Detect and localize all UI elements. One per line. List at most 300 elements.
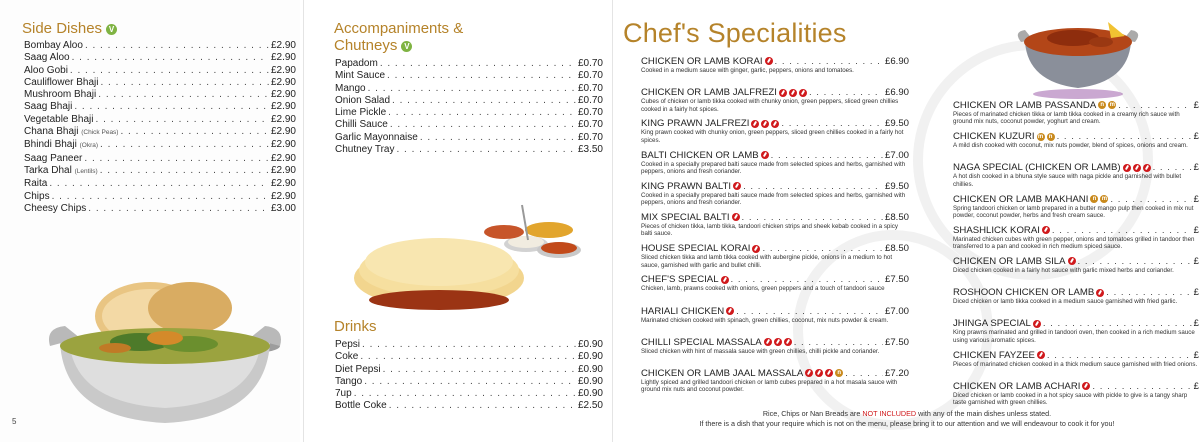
speciality-price: £8.50: [884, 212, 909, 223]
speciality-header: [641, 212, 909, 223]
item-price: £2.90: [270, 178, 296, 190]
vegetarian-icon: V: [401, 41, 412, 52]
chili-icon: [1143, 164, 1151, 172]
speciality-price: £: [1193, 162, 1199, 174]
speciality-description: Marinated chicken cooked with spinach, green chillies, coconut, mix nuts powder & cream.: [641, 316, 889, 324]
menu-item: [335, 132, 603, 144]
item-name: [335, 339, 360, 351]
speciality-price: £: [1193, 193, 1199, 205]
item-name: [24, 178, 47, 190]
item-name-text: Saag Bhaji: [24, 101, 73, 113]
menu-item: [24, 89, 296, 101]
speciality-name: [953, 225, 1050, 236]
item-name: [335, 58, 378, 70]
speciality-description: Sliced chicken with hint of massala sauce with green chillies, chilli pickle and coriander.: [641, 347, 880, 355]
menu-item: [335, 351, 603, 363]
item-name: [335, 144, 394, 156]
leader-dots: [1078, 256, 1192, 267]
speciality-price: £7.00: [884, 305, 909, 317]
item-price: £2.90: [270, 64, 296, 76]
speciality-name: [641, 212, 740, 223]
speciality-item: [641, 306, 909, 324]
item-price: £2.90: [270, 76, 296, 88]
leader-dots: [389, 400, 576, 412]
leader-dots: [420, 132, 576, 144]
menu-footer-request: If there is a dish that your require which is not on the menu, please bring it to our attention and we will endeavour to cook it for you!: [699, 419, 1115, 428]
leader-dots: [387, 70, 576, 82]
speciality-header: [953, 318, 1199, 329]
menu-item: [24, 126, 296, 139]
speciality-item: [953, 287, 1199, 305]
item-name-text: Mushroom Bhaji: [24, 89, 97, 101]
item-name: [24, 77, 98, 89]
speciality-price: £7.20: [884, 368, 909, 379]
leader-dots: [388, 107, 576, 119]
speciality-name: [641, 337, 792, 348]
item-price: £2.90: [270, 89, 296, 101]
speciality-price: £9.50: [884, 118, 909, 130]
leader-dots: [731, 274, 883, 285]
speciality-price: £7.50: [884, 336, 909, 348]
speciality-item: [953, 225, 1199, 251]
chili-icon: [825, 369, 833, 377]
chili-icon: [1096, 289, 1104, 297]
menu-item: [24, 101, 296, 113]
leader-dots: [1043, 318, 1192, 329]
speciality-item: [953, 100, 1199, 126]
leader-dots: [354, 388, 576, 400]
item-name-text: Saag Paneer: [24, 152, 83, 164]
leader-dots: [1106, 287, 1191, 298]
speciality-name-text: CHILLI SPECIAL MASSALA: [641, 336, 762, 348]
speciality-name: [953, 318, 1041, 329]
speciality-name-text: HARIALI CHICKEN: [641, 305, 725, 317]
speciality-price: £8.50: [884, 243, 909, 255]
item-price: £3.50: [577, 144, 603, 156]
speciality-header: [641, 368, 909, 379]
chili-icon: [761, 120, 769, 128]
chili-icon: [732, 213, 740, 221]
speciality-price: £: [1193, 318, 1199, 330]
speciality-header: [953, 225, 1199, 236]
speciality-name: [641, 243, 760, 254]
speciality-description: King prawn cooked with chunky onion, green peppers, sliced green chillies cooked in a fairly hot spices.: [641, 129, 904, 144]
speciality-header: [953, 287, 1199, 298]
speciality-item: [641, 337, 909, 355]
leader-dots: [1052, 225, 1192, 236]
chili-icon: [805, 369, 813, 377]
speciality-price: £6.90: [884, 87, 909, 99]
speciality-price: £: [1193, 287, 1199, 299]
speciality-price: £9.50: [884, 180, 909, 192]
speciality-name: [641, 150, 769, 161]
item-name: [335, 95, 390, 107]
leader-dots: [762, 243, 883, 254]
accompaniments-drinks-page: [303, 0, 609, 442]
curry-bowl-image: [1013, 12, 1143, 100]
item-price: £2.90: [270, 126, 296, 138]
item-name-text: Tango: [335, 375, 363, 387]
menu-item: [335, 95, 603, 107]
speciality-name-text: NAGA SPECIAL (CHICKEN OR LAMB): [953, 162, 1121, 174]
chili-icon: [799, 89, 807, 97]
item-name: [24, 126, 118, 139]
chefs-specialities-page: [612, 0, 1200, 442]
nuts-icon: n: [835, 369, 843, 377]
menu-item: [335, 364, 603, 376]
speciality-name-text: CHICKEN OR LAMB PASSANDA: [953, 100, 1097, 111]
menu-item: [24, 65, 296, 77]
leader-dots: [794, 337, 883, 348]
karahi-dish-image: [40, 268, 290, 428]
item-price: £0.70: [577, 131, 603, 143]
speciality-item: [641, 56, 909, 74]
speciality-header: [953, 256, 1199, 267]
item-name-text: Tarka Dhal: [24, 164, 72, 176]
item-name-text: Cheesy Chips: [24, 202, 87, 214]
page-number: 5: [12, 417, 17, 426]
speciality-item: [641, 150, 909, 176]
item-name: [335, 107, 386, 119]
leader-dots: [380, 58, 576, 70]
item-price: £2.90: [270, 113, 296, 125]
leader-dots: [1118, 100, 1191, 111]
item-name: [335, 132, 418, 144]
leader-dots: [743, 181, 883, 192]
item-note: (Chick Peas): [81, 129, 119, 137]
speciality-item: [641, 368, 909, 394]
chili-icon: [721, 276, 729, 284]
item-name-text: Coke: [335, 351, 359, 363]
speciality-price: £: [1193, 224, 1199, 236]
speciality-description: King prawns marinated and grilled in tandoori oven, then cooked in a rich medium sauce using various aromatic spices.: [953, 329, 1195, 344]
speciality-name-text: BALTI CHICKEN OR LAMB: [641, 149, 759, 161]
item-name-text: Chilli Sauce: [335, 119, 388, 131]
chili-icon: [789, 89, 797, 97]
mild-icon: m: [1101, 196, 1108, 203]
chili-icon: [784, 338, 792, 346]
leader-dots: [360, 351, 576, 363]
item-name: [24, 101, 72, 113]
speciality-header: [953, 131, 1199, 142]
item-price: £2.90: [270, 152, 296, 164]
speciality-price: £7.00: [884, 149, 909, 161]
item-price: £2.90: [270, 190, 296, 202]
item-name-text: Garlic Mayonnaise: [335, 131, 418, 143]
speciality-name-text: ROSHOON CHICKEN OR LAMB: [953, 287, 1095, 299]
speciality-price: £6.90: [884, 56, 909, 67]
leader-dots: [49, 178, 269, 190]
menu-item: [335, 107, 603, 119]
leader-dots: [775, 56, 883, 67]
leader-dots: [1047, 350, 1192, 361]
speciality-name-text: CHICKEN KUZURI: [953, 131, 1035, 143]
leader-dots: [1110, 194, 1191, 205]
speciality-header: [641, 87, 909, 98]
speciality-description: Sliced chicken tikka and lamb tikka cooked with aubergine pickle, onions in a medium to hot sauce, garnished with garlic and bullet chilli.: [641, 254, 893, 269]
item-name-text: Papadom: [335, 58, 378, 69]
menu-item: [335, 376, 603, 388]
item-price: £2.90: [270, 139, 296, 151]
chili-icon: [815, 369, 823, 377]
nuts-icon: n: [1047, 133, 1055, 141]
speciality-name: [953, 256, 1076, 267]
side-dishes-title: Side Dishes V: [22, 20, 117, 37]
menu-item: [335, 58, 603, 70]
leader-dots: [362, 339, 576, 351]
item-name: [24, 65, 68, 77]
leader-dots: [88, 203, 269, 215]
item-price: £0.70: [577, 107, 603, 119]
leader-dots: [1153, 162, 1192, 173]
menu-item: [24, 77, 296, 89]
speciality-item: [953, 131, 1199, 149]
item-name-text: Lime Pickle: [335, 107, 387, 119]
item-name-text: Saag Aloo: [24, 52, 70, 64]
item-price: £0.70: [577, 82, 603, 94]
speciality-name-text: HOUSE SPECIAL KORAI: [641, 243, 751, 255]
speciality-price: £: [1193, 256, 1199, 267]
chili-icon: [771, 120, 779, 128]
speciality-description: Pieces of chicken tikka, lamb tikka, tandoori chicken strips and sheek kebab cooked in a spicy balti sauce.: [641, 223, 898, 238]
item-name-text: Bombay Aloo: [24, 40, 83, 51]
leader-dots: [100, 77, 268, 89]
speciality-price: £: [1193, 131, 1199, 143]
speciality-description: A mild dish cooked with coconut, mix nuts powder, blend of spices, onions and cream.: [953, 142, 1188, 150]
speciality-description: Cooked in a specially prepared balti sauce made from selected spices and herbs, garnished with peppers, onions and fresh coriander.: [641, 191, 906, 207]
item-name: [24, 139, 98, 152]
speciality-header: [953, 381, 1199, 392]
item-name: [24, 191, 50, 203]
chili-icon: [761, 151, 769, 159]
speciality-item: [641, 243, 909, 269]
drinks-title: Drinks: [334, 318, 377, 335]
menu-item: [24, 114, 296, 126]
item-price: £0.90: [577, 363, 603, 375]
chili-icon: [733, 182, 741, 190]
item-name: [335, 364, 381, 376]
item-name-text: Mango: [335, 82, 366, 94]
item-name-text: Pepsi: [335, 339, 361, 350]
leader-dots: [383, 364, 576, 376]
speciality-header: [641, 243, 909, 254]
nuts-icon: n: [1090, 195, 1098, 203]
chili-icon: [779, 89, 787, 97]
item-price: £2.90: [270, 40, 296, 51]
drinks-list: [335, 339, 603, 413]
speciality-description: Cooked in a medium sauce with ginger, garlic, peppers, onions and tomatoes.: [641, 67, 854, 74]
speciality-name-text: CHICKEN OR LAMB KORAI: [641, 56, 763, 67]
speciality-item: [953, 318, 1199, 344]
leader-dots: [72, 52, 269, 64]
item-price: £0.70: [577, 94, 603, 106]
item-name: [24, 52, 70, 64]
mild-icon: m: [1037, 133, 1044, 140]
speciality-description: Pieces of marinated chicken cooked in a thick medium sauce garnished with fried onions.: [953, 360, 1198, 368]
speciality-name-text: MIX SPECIAL BALTI: [641, 212, 730, 223]
nuts-icon: n: [1098, 101, 1106, 109]
speciality-name: [953, 381, 1090, 392]
item-name-text: Cauliflower Bhaji: [24, 76, 99, 88]
speciality-description: Chicken, lamb, prawns cooked with onions, green peppers and a touch of tandoori sauce: [641, 285, 885, 293]
item-price: £3.00: [270, 202, 296, 214]
item-name: [335, 70, 385, 82]
leader-dots: [368, 83, 576, 95]
speciality-name-text: CHICKEN OR LAMB ACHARI: [953, 380, 1081, 392]
menu-item: [24, 139, 296, 152]
leader-dots: [70, 65, 269, 77]
speciality-header: [641, 306, 909, 317]
leader-dots: [845, 368, 883, 379]
item-name: [24, 114, 94, 126]
speciality-description: Diced chicken or lamb cooked in a hot spicy sauce with pickle to give is a tangy sharp taste garnished with green chillies.: [953, 391, 1188, 407]
chili-icon: [1068, 257, 1076, 265]
item-price: £0.70: [577, 70, 603, 82]
speciality-name: [641, 87, 807, 98]
menu-item: [24, 191, 296, 203]
item-name: [24, 153, 82, 165]
speciality-name-text: JHINGA SPECIAL: [953, 318, 1031, 330]
item-price: £0.70: [577, 119, 603, 131]
side-dishes-page: [0, 0, 300, 442]
item-name: [335, 388, 352, 400]
speciality-name: [953, 100, 1116, 111]
leader-dots: [98, 89, 269, 101]
menu-item: [335, 70, 603, 82]
speciality-header: [953, 194, 1199, 205]
chili-icon: [1042, 226, 1050, 234]
leader-dots: [781, 118, 883, 129]
speciality-description: Spring tandoori chicken or lamb prepared in a butter mango pulp then cooked in mix nut powder, coconut powder, herbs and fresh cream sauce.: [953, 204, 1194, 219]
speciality-name-text: CHICKEN OR LAMB SILA: [953, 256, 1066, 267]
speciality-item: [953, 256, 1199, 274]
speciality-name-text: KING PRAWN BALTI: [641, 180, 732, 192]
item-price: £2.90: [270, 52, 296, 64]
item-name: [24, 165, 98, 178]
chili-icon: [751, 120, 759, 128]
item-name: [335, 400, 387, 412]
leader-dots: [736, 306, 883, 317]
speciality-item: [953, 350, 1199, 368]
chili-icon: [752, 245, 760, 253]
speciality-name: [953, 131, 1055, 142]
papadom-tray-image: [344, 200, 594, 315]
chili-icon: [764, 338, 772, 346]
item-name: [335, 376, 362, 388]
menu-item: [24, 52, 296, 64]
speciality-name: [953, 162, 1151, 173]
speciality-name-text: CHICKEN OR LAMB JALFREZI: [641, 87, 777, 99]
leader-dots: [809, 87, 883, 98]
chili-icon: [1133, 164, 1141, 172]
leader-dots: [364, 376, 576, 388]
item-name: [24, 40, 83, 52]
speciality-item: [953, 194, 1199, 220]
item-name-text: Chutney Tray: [335, 144, 395, 156]
speciality-item: [641, 181, 909, 207]
speciality-header: [641, 118, 909, 129]
menu-item: [24, 153, 296, 165]
item-note: (Okra): [79, 142, 99, 150]
speciality-item: [641, 212, 909, 238]
menu-item: [335, 83, 603, 95]
item-name-text: Aloo Gobi: [24, 64, 68, 76]
item-note: (Lentils): [74, 167, 98, 175]
leader-dots: [1057, 131, 1192, 142]
leader-dots: [96, 114, 269, 126]
item-name-text: Diet Pepsi: [335, 363, 381, 375]
speciality-header: [953, 162, 1199, 173]
menu-item: [24, 165, 296, 178]
accompaniments-title: Accompaniments & Chutneys V: [334, 20, 464, 54]
leader-dots: [1092, 381, 1191, 392]
menu-item: [24, 40, 296, 52]
item-name: [335, 83, 366, 95]
speciality-price: £: [1193, 100, 1199, 111]
speciality-description: Lightly spiced and grilled tandoori chicken or lamb cubes prepared in a hot masala sauce with ground mix nuts and coconut powder.: [641, 379, 898, 394]
speciality-item: [953, 381, 1199, 407]
chili-icon: [1037, 351, 1045, 359]
menu-item: [24, 203, 296, 215]
speciality-description: Cubes of chicken or lamb tikka cooked with chunky onion, green peppers, sliced green chillies cooked in a fairly hot spices.: [641, 98, 899, 113]
leader-dots: [84, 153, 269, 165]
leader-dots: [396, 144, 575, 156]
item-name-text: Bottle Coke: [335, 400, 387, 412]
leader-dots: [390, 119, 576, 131]
item-name-text: Chana Bhaji: [24, 126, 79, 138]
menu-item: [335, 400, 603, 412]
menu-item: [335, 144, 603, 156]
leader-dots: [392, 95, 576, 107]
item-price: £2.50: [577, 400, 603, 412]
menu-footer-note: Rice, Chips or Nan Breads are NOT INCLUDED with any of the main dishes unless stated.: [762, 409, 1052, 418]
speciality-name-text: SHASHLICK KORAI: [953, 224, 1040, 236]
speciality-header: [641, 181, 909, 192]
speciality-item: [641, 118, 909, 144]
speciality-price: £7.50: [884, 274, 909, 286]
item-name-text: Mint Sauce: [335, 70, 386, 82]
leader-dots: [52, 191, 269, 203]
chili-icon: [774, 338, 782, 346]
chili-icon: [1082, 382, 1090, 390]
speciality-header: [641, 150, 909, 161]
menu-item: [335, 119, 603, 131]
speciality-header: [641, 274, 909, 285]
item-price: £0.70: [577, 58, 603, 69]
item-name-text: 7up: [335, 388, 352, 400]
item-name-text: Chips: [24, 190, 50, 202]
leader-dots: [85, 40, 269, 52]
item-name: [335, 119, 388, 131]
speciality-name: [641, 306, 734, 317]
speciality-name: [641, 118, 779, 129]
speciality-price: £: [1193, 380, 1199, 392]
item-price: £0.90: [577, 388, 603, 400]
item-name-text: Vegetable Bhaji: [24, 113, 94, 125]
item-name: [24, 203, 86, 215]
speciality-description: Cooked in a specially prepared balti sauce made from selected spices and herbs, garnished with peppers, onions and fresh coriander.: [641, 160, 906, 175]
speciality-name: [953, 287, 1104, 298]
speciality-name: [953, 194, 1108, 205]
item-price: £2.90: [270, 101, 296, 113]
speciality-name-text: KING PRAWN JALFREZI: [641, 118, 750, 130]
speciality-item: [641, 274, 909, 292]
item-name: [335, 351, 358, 363]
leader-dots: [771, 150, 883, 161]
item-name: [24, 89, 96, 101]
speciality-description: Diced chicken or lamb tikka cooked in a medium sauce garnished with fried garlic.: [953, 298, 1178, 306]
chefs-specialities-title: Chef's Specialities: [623, 18, 847, 48]
